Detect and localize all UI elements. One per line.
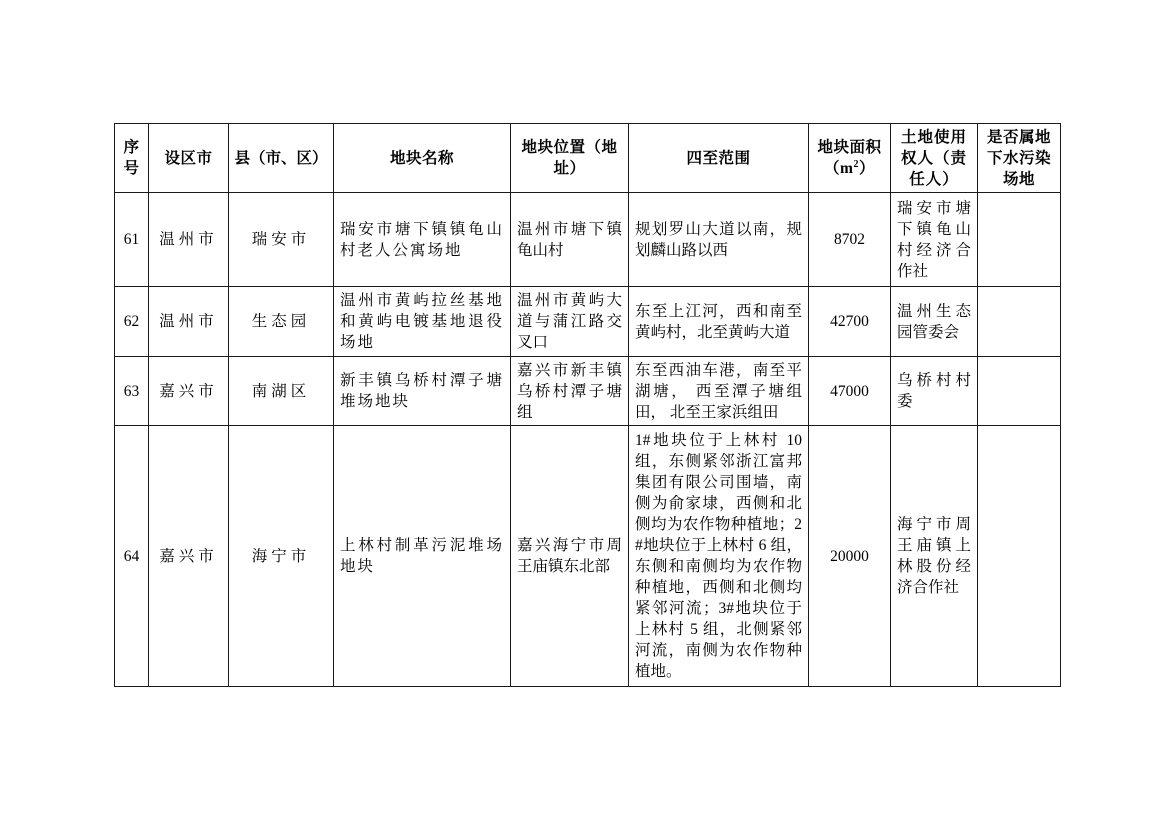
cell-area: 8702	[809, 193, 891, 287]
table-row	[115, 193, 1061, 287]
cell-location: 嘉兴市新丰镇乌桥村潭子塘组	[511, 357, 629, 426]
col-header-groundwater-pollution: 是否属地下水污染场地	[978, 124, 1061, 193]
cell-owner: 温州生态园管委会	[891, 287, 978, 357]
table-row	[115, 426, 1061, 687]
col-header-seq: 序号	[115, 124, 149, 193]
cell-seq: 62	[115, 287, 149, 357]
cell-plot-name: 新丰镇乌桥村潭子塘堆场地块	[334, 357, 511, 426]
area-unit-superscript: 2	[853, 158, 859, 170]
cell-scope: 规划罗山大道以南，规划麟山路以西	[629, 193, 809, 287]
cell-owner: 乌桥村村委	[891, 357, 978, 426]
cell-county: 生态园	[229, 287, 334, 357]
cell-groundwater-pollution	[978, 426, 1061, 687]
cell-city: 嘉兴市	[149, 357, 229, 426]
area-unit-close: ）	[858, 160, 875, 177]
col-header-location: 地块位置（地址）	[511, 124, 629, 193]
cell-seq: 63	[115, 357, 149, 426]
cell-area: 42700	[809, 287, 891, 357]
cell-location: 嘉兴海宁市周王庙镇东北部	[511, 426, 629, 687]
cell-groundwater-pollution	[978, 357, 1061, 426]
col-header-plot-name: 地块名称	[334, 124, 511, 193]
cell-groundwater-pollution	[978, 193, 1061, 287]
cell-county: 海宁市	[229, 426, 334, 687]
table-row	[115, 287, 1061, 357]
cell-county: 南湖区	[229, 357, 334, 426]
area-label: 地块面积	[817, 139, 882, 156]
col-header-owner: 土地使用权人（责任人）	[891, 124, 978, 193]
table-row	[115, 357, 1061, 426]
cell-location: 温州市塘下镇龟山村	[511, 193, 629, 287]
cell-scope: 东至西油车港，南至平湖塘， 西至潭子塘组田， 北至王家浜组田	[629, 357, 809, 426]
col-header-scope: 四至范围	[629, 124, 809, 193]
cell-owner: 瑞安市塘下镇龟山村经济合作社	[891, 193, 978, 287]
land-plots-table	[114, 123, 1061, 687]
col-header-area	[809, 124, 891, 193]
cell-city: 温州市	[149, 193, 229, 287]
cell-city: 嘉兴市	[149, 426, 229, 687]
area-unit-open: （m	[824, 160, 854, 177]
cell-county: 瑞安市	[229, 193, 334, 287]
cell-plot-name: 瑞安市塘下镇镇龟山村老人公寓场地	[334, 193, 511, 287]
cell-location: 温州市黄屿大道与蒲江路交叉口	[511, 287, 629, 357]
cell-seq: 64	[115, 426, 149, 687]
cell-area: 47000	[809, 357, 891, 426]
table-header-row	[115, 124, 1061, 193]
cell-seq: 61	[115, 193, 149, 287]
cell-scope: 东至上江河，西和南至黄屿村，北至黄屿大道	[629, 287, 809, 357]
cell-plot-name: 温州市黄屿拉丝基地和黄屿电镀基地退役场地	[334, 287, 511, 357]
cell-scope: 1#地块位于上林村 10 组，东侧紧邻浙江富邦集团有限公司围墙，南侧为俞家埭，西侧和北侧均为农作物种植地；2#地块位于上林村 6 组，东侧和南侧均为农作物种植地，西侧和北侧均紧邻河流；3#地块位于上林村 5 组，北侧紧邻河流，南侧为农作物种植地。	[629, 426, 809, 687]
col-header-city: 设区市	[149, 124, 229, 193]
cell-city: 温州市	[149, 287, 229, 357]
cell-plot-name: 上林村制革污泥堆场地块	[334, 426, 511, 687]
cell-area: 20000	[809, 426, 891, 687]
cell-groundwater-pollution	[978, 287, 1061, 357]
cell-owner: 海宁市周王庙镇上林股份经济合作社	[891, 426, 978, 687]
col-header-county: 县（市、区）	[229, 124, 334, 193]
